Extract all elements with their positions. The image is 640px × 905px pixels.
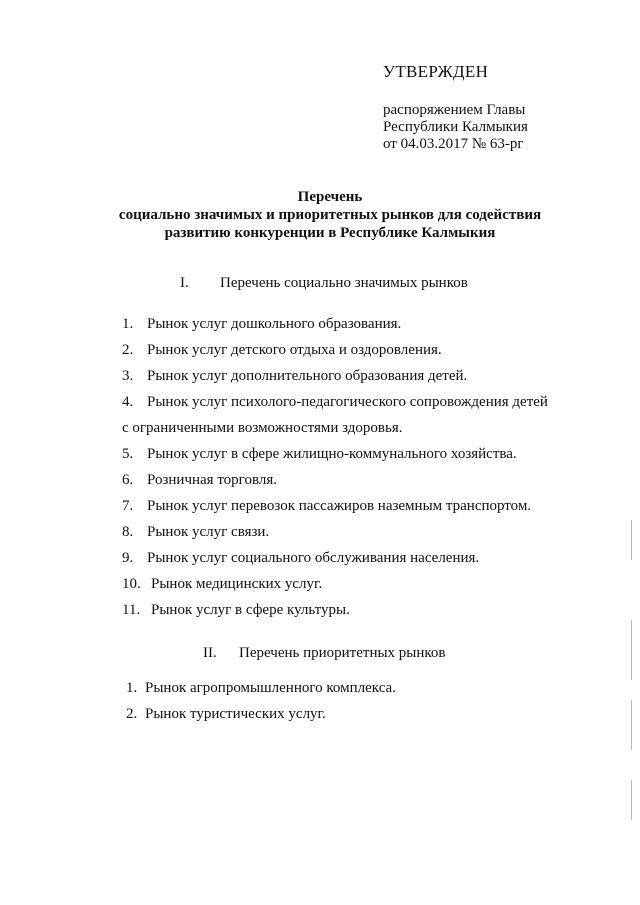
approval-line-2: Республики Калмыкия (383, 119, 528, 135)
section-2-heading (203, 645, 446, 662)
item-text: Рынок услуг детского отдыха и оздоровления. (147, 342, 442, 358)
list-item (126, 680, 396, 697)
item-number: 2. (126, 706, 138, 722)
list-item (122, 550, 479, 567)
item-number: 6. (122, 472, 134, 488)
list-item (122, 524, 269, 541)
section-1-title: Перечень социально значимых рынков (220, 275, 468, 291)
item-text: Рынок услуг психолого-педагогического сопровождения детей (147, 394, 548, 410)
item-text: Рынок услуг в сфере культуры. (151, 602, 350, 618)
section-1-heading (180, 275, 468, 292)
title-line-1: Перечень (297, 189, 363, 205)
section-2-number: II. (203, 645, 217, 661)
list-item (122, 498, 531, 515)
list-item (122, 394, 548, 411)
item-number: 7. (122, 498, 134, 514)
item-text: Рынок услуг социального обслуживания населения. (147, 550, 480, 566)
section-2-title: Перечень приоритетных рынков (239, 645, 446, 661)
item-number: 1. (126, 680, 138, 696)
list-item (122, 472, 277, 489)
list-item (122, 576, 322, 593)
scan-edge-mark (631, 780, 632, 820)
item-text: Рынок услуг дополнительного образования детей. (147, 368, 468, 384)
item-text: Рынок услуг перевозок пассажиров наземным транспортом. (147, 498, 532, 514)
approval-block (383, 62, 623, 153)
item-text: Рынок агропромышленного комплекса. (145, 680, 396, 696)
item-text: Рынок услуг связи. (147, 524, 270, 540)
item-text: Рынок туристических услуг. (145, 706, 326, 722)
item-text: Рынок медицинских услуг. (151, 576, 323, 592)
title-line-3: развитию конкуренции в Республике Калмыкия (164, 225, 496, 241)
item-text: Рынок услуг в сфере жилищно-коммунального хозяйства. (147, 446, 517, 462)
item-number: 3. (122, 368, 134, 384)
list-item (122, 368, 467, 385)
section-1-number: I. (180, 275, 189, 291)
list-item (122, 342, 442, 359)
item-number: 9. (122, 550, 134, 566)
item-text: Розничная торговля. (147, 472, 277, 488)
item-number: 10. (122, 576, 141, 592)
scan-edge-mark (631, 700, 632, 750)
scan-edge-mark (631, 620, 632, 680)
approved-heading: УТВЕРЖДЕН (383, 62, 489, 81)
title-line-2: социально значимых и приоритетных рынков для содействия (118, 207, 542, 223)
list-item (122, 602, 350, 619)
list-item-continuation: с ограниченными возможностями здоровья. (122, 420, 403, 436)
item-number: 1. (122, 316, 134, 332)
item-number: 4. (122, 394, 134, 410)
item-number: 5. (122, 446, 134, 462)
scan-edge-mark (631, 520, 632, 560)
approval-line-1: распоряжением Главы (383, 102, 526, 118)
list-item (122, 446, 517, 463)
approval-line-3: от 04.03.2017 № 63-рг (383, 136, 524, 152)
list-item (126, 706, 326, 723)
item-number: 2. (122, 342, 134, 358)
item-text: Рынок услуг дошкольного образования. (147, 316, 402, 332)
list-item (122, 316, 401, 333)
item-number: 11. (122, 602, 141, 618)
document-title (100, 188, 560, 242)
item-number: 8. (122, 524, 134, 540)
